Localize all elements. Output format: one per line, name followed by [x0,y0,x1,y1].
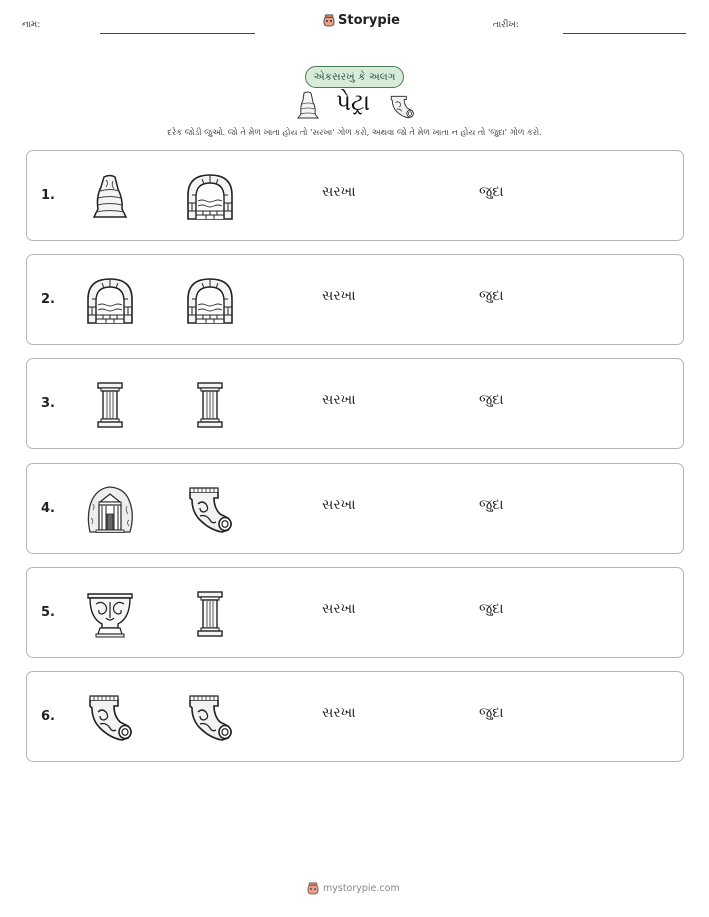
different-option[interactable]: જુદા [479,601,504,617]
same-option[interactable]: સરખા [322,601,356,617]
treasury-facade-icon [84,484,136,536]
storypie-mascot-icon [307,882,319,895]
question-row-1 [26,150,684,241]
date-input-line[interactable] [563,33,686,34]
same-option[interactable]: સરખા [322,497,356,513]
question-row-3 [26,358,684,449]
different-option[interactable]: જુદા [479,705,504,721]
question-number: 4. [41,501,55,516]
page-title: પેટ્રા [336,90,370,116]
different-option[interactable]: જુદા [479,497,504,513]
question-row-6 [26,671,684,762]
column-icon [184,379,236,431]
question-row-4 [26,463,684,554]
ornate-urn-icon [84,588,136,640]
question-row-2 [26,254,684,345]
question-number: 1. [41,188,55,203]
stone-well-icon [84,275,136,327]
carved-scroll-icon [184,484,236,536]
category-badge: એકસરખું કે અલગ [305,66,404,88]
instructions: દરેક જોડી જુઓ. જો તે મેળ ખાતા હોય તો 'સરખા' ગોળ કરો, અથવા જો તે મેળ ખાતા ન હોય તો 'જુદા' ગોળ કરો. [167,127,542,137]
footer-site-link[interactable]: mystorypie.com [323,883,400,894]
question-number: 6. [41,709,55,724]
footer [307,882,400,895]
same-option[interactable]: સરખા [322,705,356,721]
question-number: 2. [41,292,55,307]
question-row-5 [26,567,684,658]
different-option[interactable]: જુદા [479,288,504,304]
column-icon [184,588,236,640]
stone-well-icon [184,171,236,223]
rock-formation-icon [84,171,136,223]
brand-name: Storypie [338,13,400,28]
storypie-mascot-icon [323,14,335,27]
rock-formation-icon [296,90,320,120]
carved-scroll-icon [84,692,136,744]
date-label: તારીખ: [493,20,519,30]
question-number: 5. [41,605,55,620]
different-option[interactable]: જુદા [479,392,504,408]
carved-scroll-icon [388,92,416,120]
name-input-line[interactable] [100,33,255,34]
column-icon [84,379,136,431]
question-number: 3. [41,396,55,411]
different-option[interactable]: જુદા [479,184,504,200]
storypie-logo [323,13,400,28]
same-option[interactable]: સરખા [322,392,356,408]
carved-scroll-icon [184,692,236,744]
name-label: નામ: [22,20,41,30]
same-option[interactable]: સરખા [322,288,356,304]
same-option[interactable]: સરખા [322,184,356,200]
stone-well-icon [184,275,236,327]
